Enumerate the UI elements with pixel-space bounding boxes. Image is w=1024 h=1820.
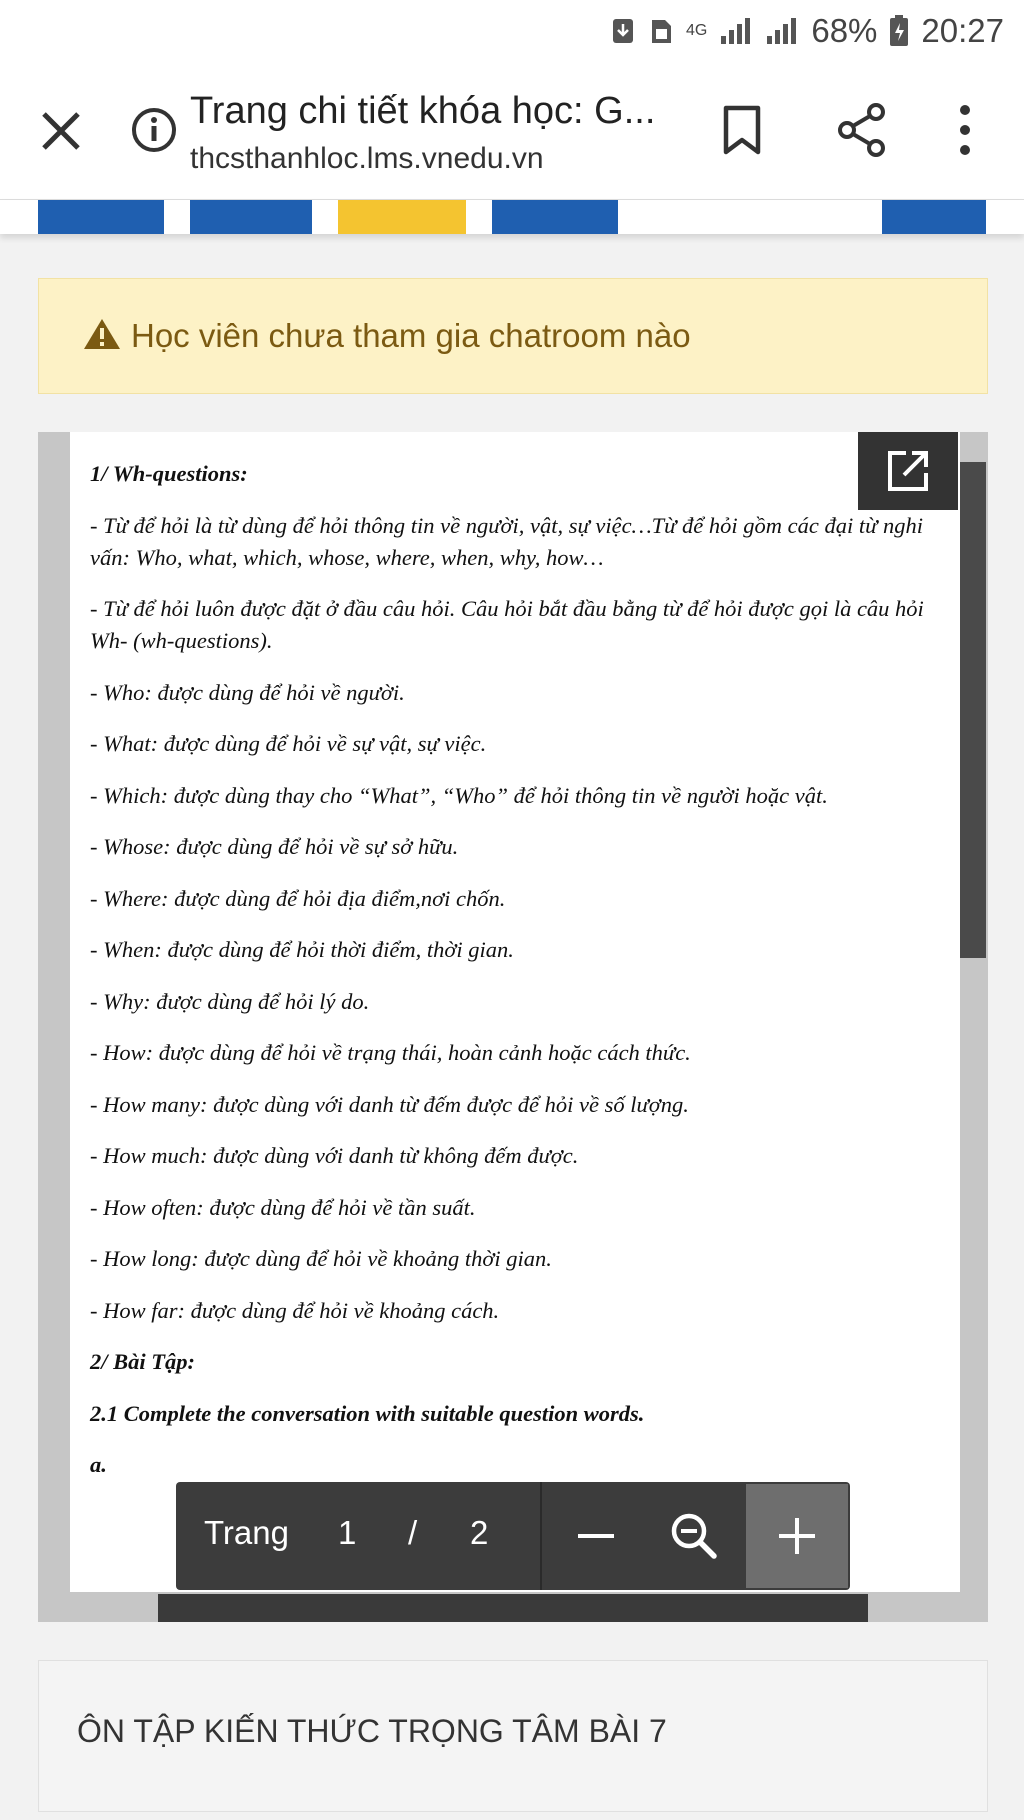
plus-icon[interactable]: [746, 1484, 848, 1588]
share-icon[interactable]: [836, 102, 888, 158]
document-page: [70, 432, 960, 1592]
battery-percent: 68%: [811, 12, 878, 49]
document-paragraph: - Why: được dùng để hỏi lý do.: [90, 988, 370, 1014]
document-paragraph: - When: được dùng để hỏi thời điểm, thời gian.: [90, 937, 514, 962]
divider: [540, 1482, 542, 1590]
document-paragraph: 2.1 Complete the conversation with suitable question words.: [90, 1400, 645, 1426]
tab-menu[interactable]: [882, 200, 986, 234]
total-pages: 2: [470, 1514, 489, 1551]
document-paragraph: - How far: được dùng để hỏi về khoảng cách.: [90, 1297, 500, 1323]
horizontal-scrollbar-thumb[interactable]: [158, 1594, 868, 1622]
tab-notes[interactable]: [38, 200, 164, 234]
document-paragraph: - Who: được dùng để hỏi về người.: [90, 679, 405, 705]
course-tab-strip: [0, 200, 1024, 234]
pdf-page-controls: [176, 1482, 850, 1590]
vertical-scrollbar-thumb[interactable]: [960, 462, 986, 958]
sim-card-icon: [648, 16, 674, 46]
document-paragraph: - How often: được dùng để hỏi về tần suất.: [90, 1194, 476, 1220]
document-paragraph: - How many: được dùng với danh từ đếm được để hỏi về số lượng.: [90, 1091, 689, 1117]
document-paragraph: - How long: được dùng để hỏi về khoảng thời gian.: [90, 1246, 552, 1271]
lesson-section-card[interactable]: [38, 1660, 988, 1812]
document-paragraph: 2/ Bài Tập:: [90, 1349, 195, 1374]
document-paragraph: - Whose: được dùng để hỏi về sự sở hữu.: [90, 834, 459, 859]
document-paragraph: 1/ Wh-questions:: [90, 461, 248, 486]
page-separator: /: [408, 1514, 418, 1551]
minus-icon[interactable]: [572, 1512, 620, 1560]
close-icon[interactable]: [36, 106, 86, 156]
document-paragraph: - Từ để hỏi luôn được đặt ở đầu câu hỏi. Câu hỏi bắt đầu bằng từ để hỏi được gọi là câu hỏi Wh- (wh-questions).: [90, 596, 924, 653]
open-external-icon[interactable]: [858, 432, 958, 510]
document-paragraph: - Which: được dùng thay cho “What”, “Who” để hỏi thông tin về người hoặc vật.: [90, 782, 828, 808]
tab-favorite[interactable]: [492, 200, 618, 234]
browser-toolbar: [0, 62, 1024, 200]
zoom-out-icon[interactable]: [666, 1508, 722, 1564]
tab-edit[interactable]: [190, 200, 312, 234]
chatroom-alert: [38, 278, 988, 394]
download-notification-icon: [610, 16, 636, 46]
page-label: Trang: [204, 1514, 289, 1551]
clock: 20:27: [921, 12, 1004, 49]
document-content: [90, 458, 940, 1501]
signal-icon-2: [765, 16, 799, 46]
document-paragraph: - How: được dùng để hỏi về trạng thái, hoàn cảnh hoặc cách thức.: [90, 1040, 691, 1065]
current-page[interactable]: 1: [338, 1514, 357, 1551]
page-url[interactable]: thcsthanhloc.lms.vnedu.vn: [190, 142, 544, 175]
document-paragraph: - How much: được dùng với danh từ không đếm được.: [90, 1143, 579, 1168]
document-paragraph: a.: [90, 1452, 107, 1477]
document-paragraph: - Where: được dùng để hỏi địa điểm,nơi chốn.: [90, 885, 506, 911]
tab-chat[interactable]: [338, 200, 466, 234]
signal-icon: [719, 16, 753, 46]
page-title: Trang chi tiết khóa học: G...: [190, 90, 656, 132]
battery-icon: [889, 15, 909, 47]
network-type: 4G: [686, 22, 708, 39]
section-title: ÔN TẬP KIẾN THỨC TRỌNG TÂM BÀI 7: [77, 1713, 667, 1749]
alert-message: Học viên chưa tham gia chatroom nào: [131, 317, 691, 354]
warning-icon: [83, 317, 121, 356]
bookmark-icon[interactable]: [720, 102, 764, 158]
status-bar: [0, 0, 1024, 62]
document-paragraph: - What: được dùng để hỏi về sự vật, sự việc.: [90, 731, 487, 756]
document-viewer[interactable]: [38, 432, 988, 1622]
more-vert-icon[interactable]: [950, 102, 980, 158]
info-icon[interactable]: [130, 106, 178, 154]
document-paragraph: - Từ để hỏi là từ dùng để hỏi thông tin về người, vật, sự việc…Từ để hỏi gồm các đại từ nghi vấn: Who, what, which, whose, where, when, why, how…: [90, 512, 924, 570]
